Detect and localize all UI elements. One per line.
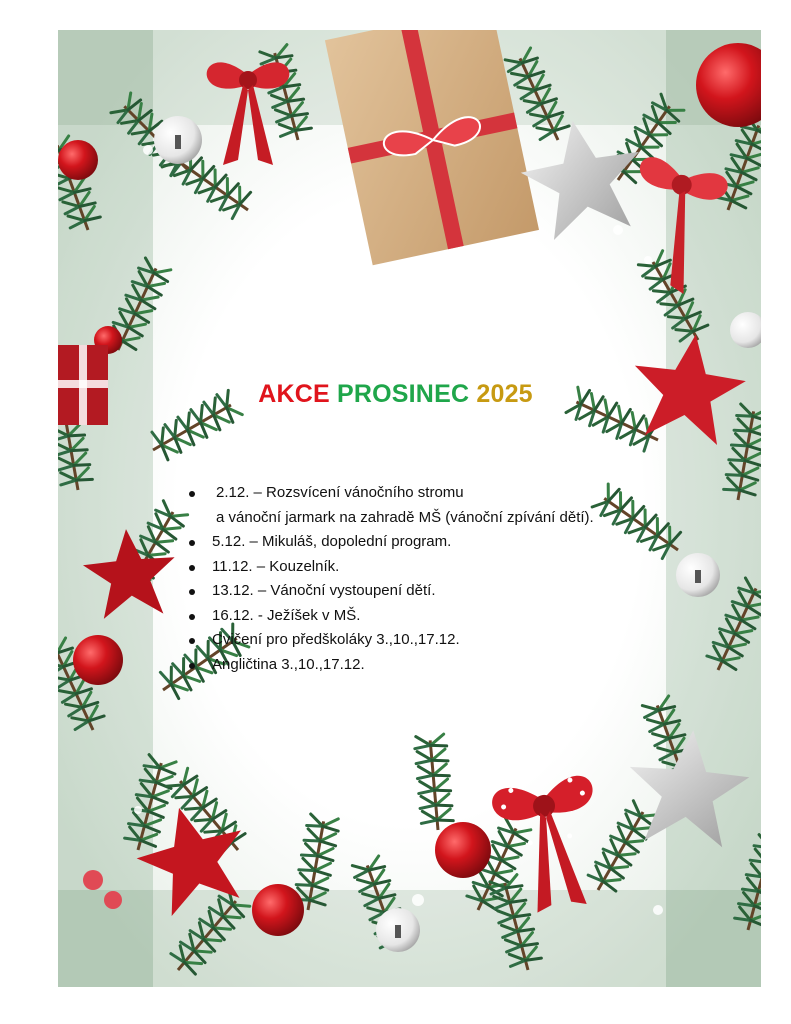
event-list [188, 481, 594, 677]
event-text: Angličtina 3.,10.,17.12. [212, 655, 365, 673]
list-item [188, 579, 594, 604]
event-text: Cvičení pro předškoláky 3.,10.,17.12. [212, 631, 460, 648]
title-word-year: 2025 [476, 380, 533, 408]
event-text: 11.12. – Kouzelník. [212, 557, 340, 575]
event-text-continuation: a vánoční jarmark na zahradě MŠ (vánoční zpívání dětí). [216, 508, 594, 526]
event-text: 16.12. - Ježíšek v MŠ. [212, 606, 361, 624]
list-item [188, 604, 594, 629]
event-text: 5.12. – Mikuláš, dopolední program. [212, 533, 452, 550]
list-item [188, 628, 594, 653]
event-text: 2.12. – Rozsvícení vánočního stromu [216, 484, 464, 501]
list-item [188, 653, 594, 678]
title-word-prosinec: PROSINEC [337, 380, 470, 408]
list-item [188, 530, 594, 555]
list-item [188, 555, 594, 580]
title-word-akce: AKCE [258, 380, 330, 408]
list-item [188, 481, 594, 530]
event-text: 13.12. – Vánoční vystoupení dětí. [212, 582, 436, 599]
page-title [0, 380, 791, 409]
